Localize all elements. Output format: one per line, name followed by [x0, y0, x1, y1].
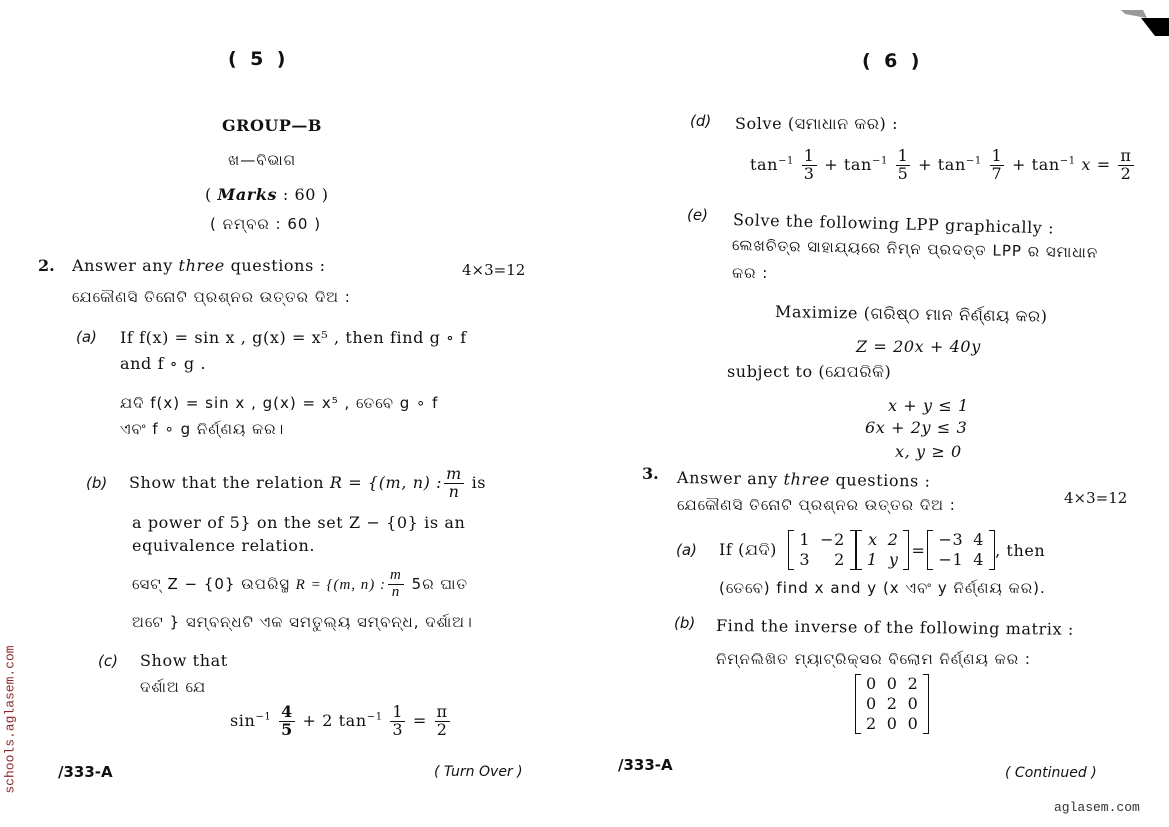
page-number-right: ( 6 )	[862, 50, 922, 72]
part-e-odia-2: କର :	[732, 264, 769, 282]
footer-note-right: ( Continued )	[1005, 765, 1097, 781]
part-b-odia-1: ସେଟ୍ Z − {0} ଉପରିସ୍ଥ R = {(m, n) : $\frac{m}{n}$ 5ର ଘାତ	[132, 567, 469, 600]
part-b-text-2: a power of 5} on the set Z − {0} is an	[132, 513, 466, 532]
question-instruction-odia: ଯେକୌଣସି ତିନୋଟି ପ୍ରଶ୍ନର ଉତ୍ତର ଦିଅ :	[677, 496, 956, 514]
part-c-text: Show that	[140, 651, 228, 670]
part-a-odia-1: ଯଦି f(x) = sin x , g(x) = x⁵ , ତେବେ g ∘ f	[120, 394, 439, 412]
part-d-text: Solve (ସମାଧାନ କର) :	[735, 114, 899, 133]
part-b-odia-2: ଅଟେ } ସମ୍ବନ୍ଧଟି ଏକ ସମତୁଲ୍ୟ ସମ୍ବନ୍ଧ, ଦର୍ଶାଅ।	[132, 613, 473, 631]
part-3a-text-2: (ତେବେ) find x and y (x ଏବଂ y ନିର୍ଣ୍ଣୟ କର).	[719, 579, 1046, 597]
marks-english: ( Marks : 60 )	[205, 185, 329, 204]
part-label: (b)	[674, 614, 696, 632]
part-label: (a)	[76, 328, 97, 346]
part-a-text-1: If f(x) = sin x , g(x) = x⁵ , then find g ∘ f	[120, 328, 467, 347]
part-e-subject-to: subject to (ଯେପରିକି)	[727, 362, 892, 381]
question-instruction: Answer any three questions :	[72, 256, 326, 275]
part-label: (b)	[86, 474, 108, 492]
page-corner-fold	[1121, 8, 1169, 38]
page-number-left: ( 5 )	[228, 48, 288, 70]
question-marks: 4×3=12	[462, 261, 526, 279]
question-number: 3.	[642, 464, 659, 483]
part-a-text-2: and f ∘ g .	[120, 354, 207, 373]
matrix-a: 1 −2 3 2	[788, 530, 856, 570]
bottom-watermark: aglasem.com	[1054, 800, 1140, 815]
group-title: GROUP—B	[222, 116, 322, 135]
constraint: x, y ≥ 0	[895, 442, 962, 461]
part-b-text-1: Show that the relation R = {(m, n) : $\frac{m}{n}$ is	[129, 464, 487, 501]
question-instruction: Answer any three questions :	[676, 468, 931, 491]
part-c-odia: ଦର୍ଶାଅ ଯେ	[140, 678, 207, 696]
part-d-equation: $\tan^{-1}$ $\frac{1}{3}$ + $\tan^{-1}$ $\frac{1}{5}$ + $\tan^{-1}$ $\frac{1}{7}$ + $\tan^{-1} x$ = $\frac{\pi}{2}$	[750, 146, 1132, 183]
part-label: (d)	[690, 112, 712, 130]
part-3b-matrix: 0 0 2 0 2 0 2 0 0	[855, 674, 929, 734]
question-marks: 4×3=12	[1064, 489, 1128, 507]
part-c-equation: $\sin^{-1}$ $\frac{4}{5}$ + 2 $\tan^{-1}$ $\frac{1}{3}$ = $\frac{\pi}{2}$	[230, 702, 448, 739]
part-3a-equation: If (ଯଦି) 1 −2 3 2 x 2 1 y = −3 4 −1 4 , then	[719, 530, 1046, 569]
question-number: 2.	[38, 256, 55, 275]
footer-note-left: ( Turn Over )	[434, 764, 523, 780]
part-e-objective: Z = 20x + 40y	[856, 337, 981, 356]
part-label: (e)	[687, 206, 708, 224]
part-b-text-3: equivalence relation.	[132, 536, 316, 555]
part-label: (c)	[98, 652, 118, 670]
matrix-b: x 2 1 y	[856, 530, 910, 570]
part-3b-text: Find the inverse of the following matrix :	[715, 616, 1074, 639]
part-3b-odia: ନିମ୍ନଲିଖିତ ମ୍ୟାଟ୍ରିକ୍ସର ବିଲୋମ ନିର୍ଣ୍ଣୟ କର :	[716, 650, 1031, 668]
part-e-text: Solve the following LPP graphically :	[732, 210, 1055, 238]
part-a-odia-2: ଏବଂ f ∘ g ନିର୍ଣ୍ଣୟ କର।	[120, 420, 285, 438]
marks-odia: ( ନମ୍ବର : 60 )	[210, 215, 322, 233]
footer-code-left: /333-A	[58, 763, 113, 781]
question-instruction-odia: ଯେକୌଣସି ତିନୋଟି ପ୍ରଶ୍ନର ଉତ୍ତର ଦିଅ :	[72, 288, 351, 306]
side-watermark: schools.aglasem.com	[2, 645, 18, 794]
footer-code-right: /333-A	[618, 756, 673, 774]
group-title-odia: ଖ—ବିଭାଗ	[228, 151, 297, 169]
part-e-maximize: Maximize (ଗରିଷ୍ଠ ମାନ ନିର୍ଣ୍ଣୟ କର)	[774, 302, 1048, 326]
constraint: 6x + 2y ≤ 3	[865, 418, 968, 437]
matrix-c: −3 4 −1 4	[927, 530, 995, 570]
part-e-odia-1: ଲେଖଚିତ୍ର ସାହାଯ୍ୟରେ ନିମ୍ନ ପ୍ରଦତ୍ତ LPP ର ସମାଧାନ	[731, 236, 1099, 262]
constraint: x + y ≤ 1	[888, 396, 969, 415]
part-label: (a)	[676, 541, 697, 559]
